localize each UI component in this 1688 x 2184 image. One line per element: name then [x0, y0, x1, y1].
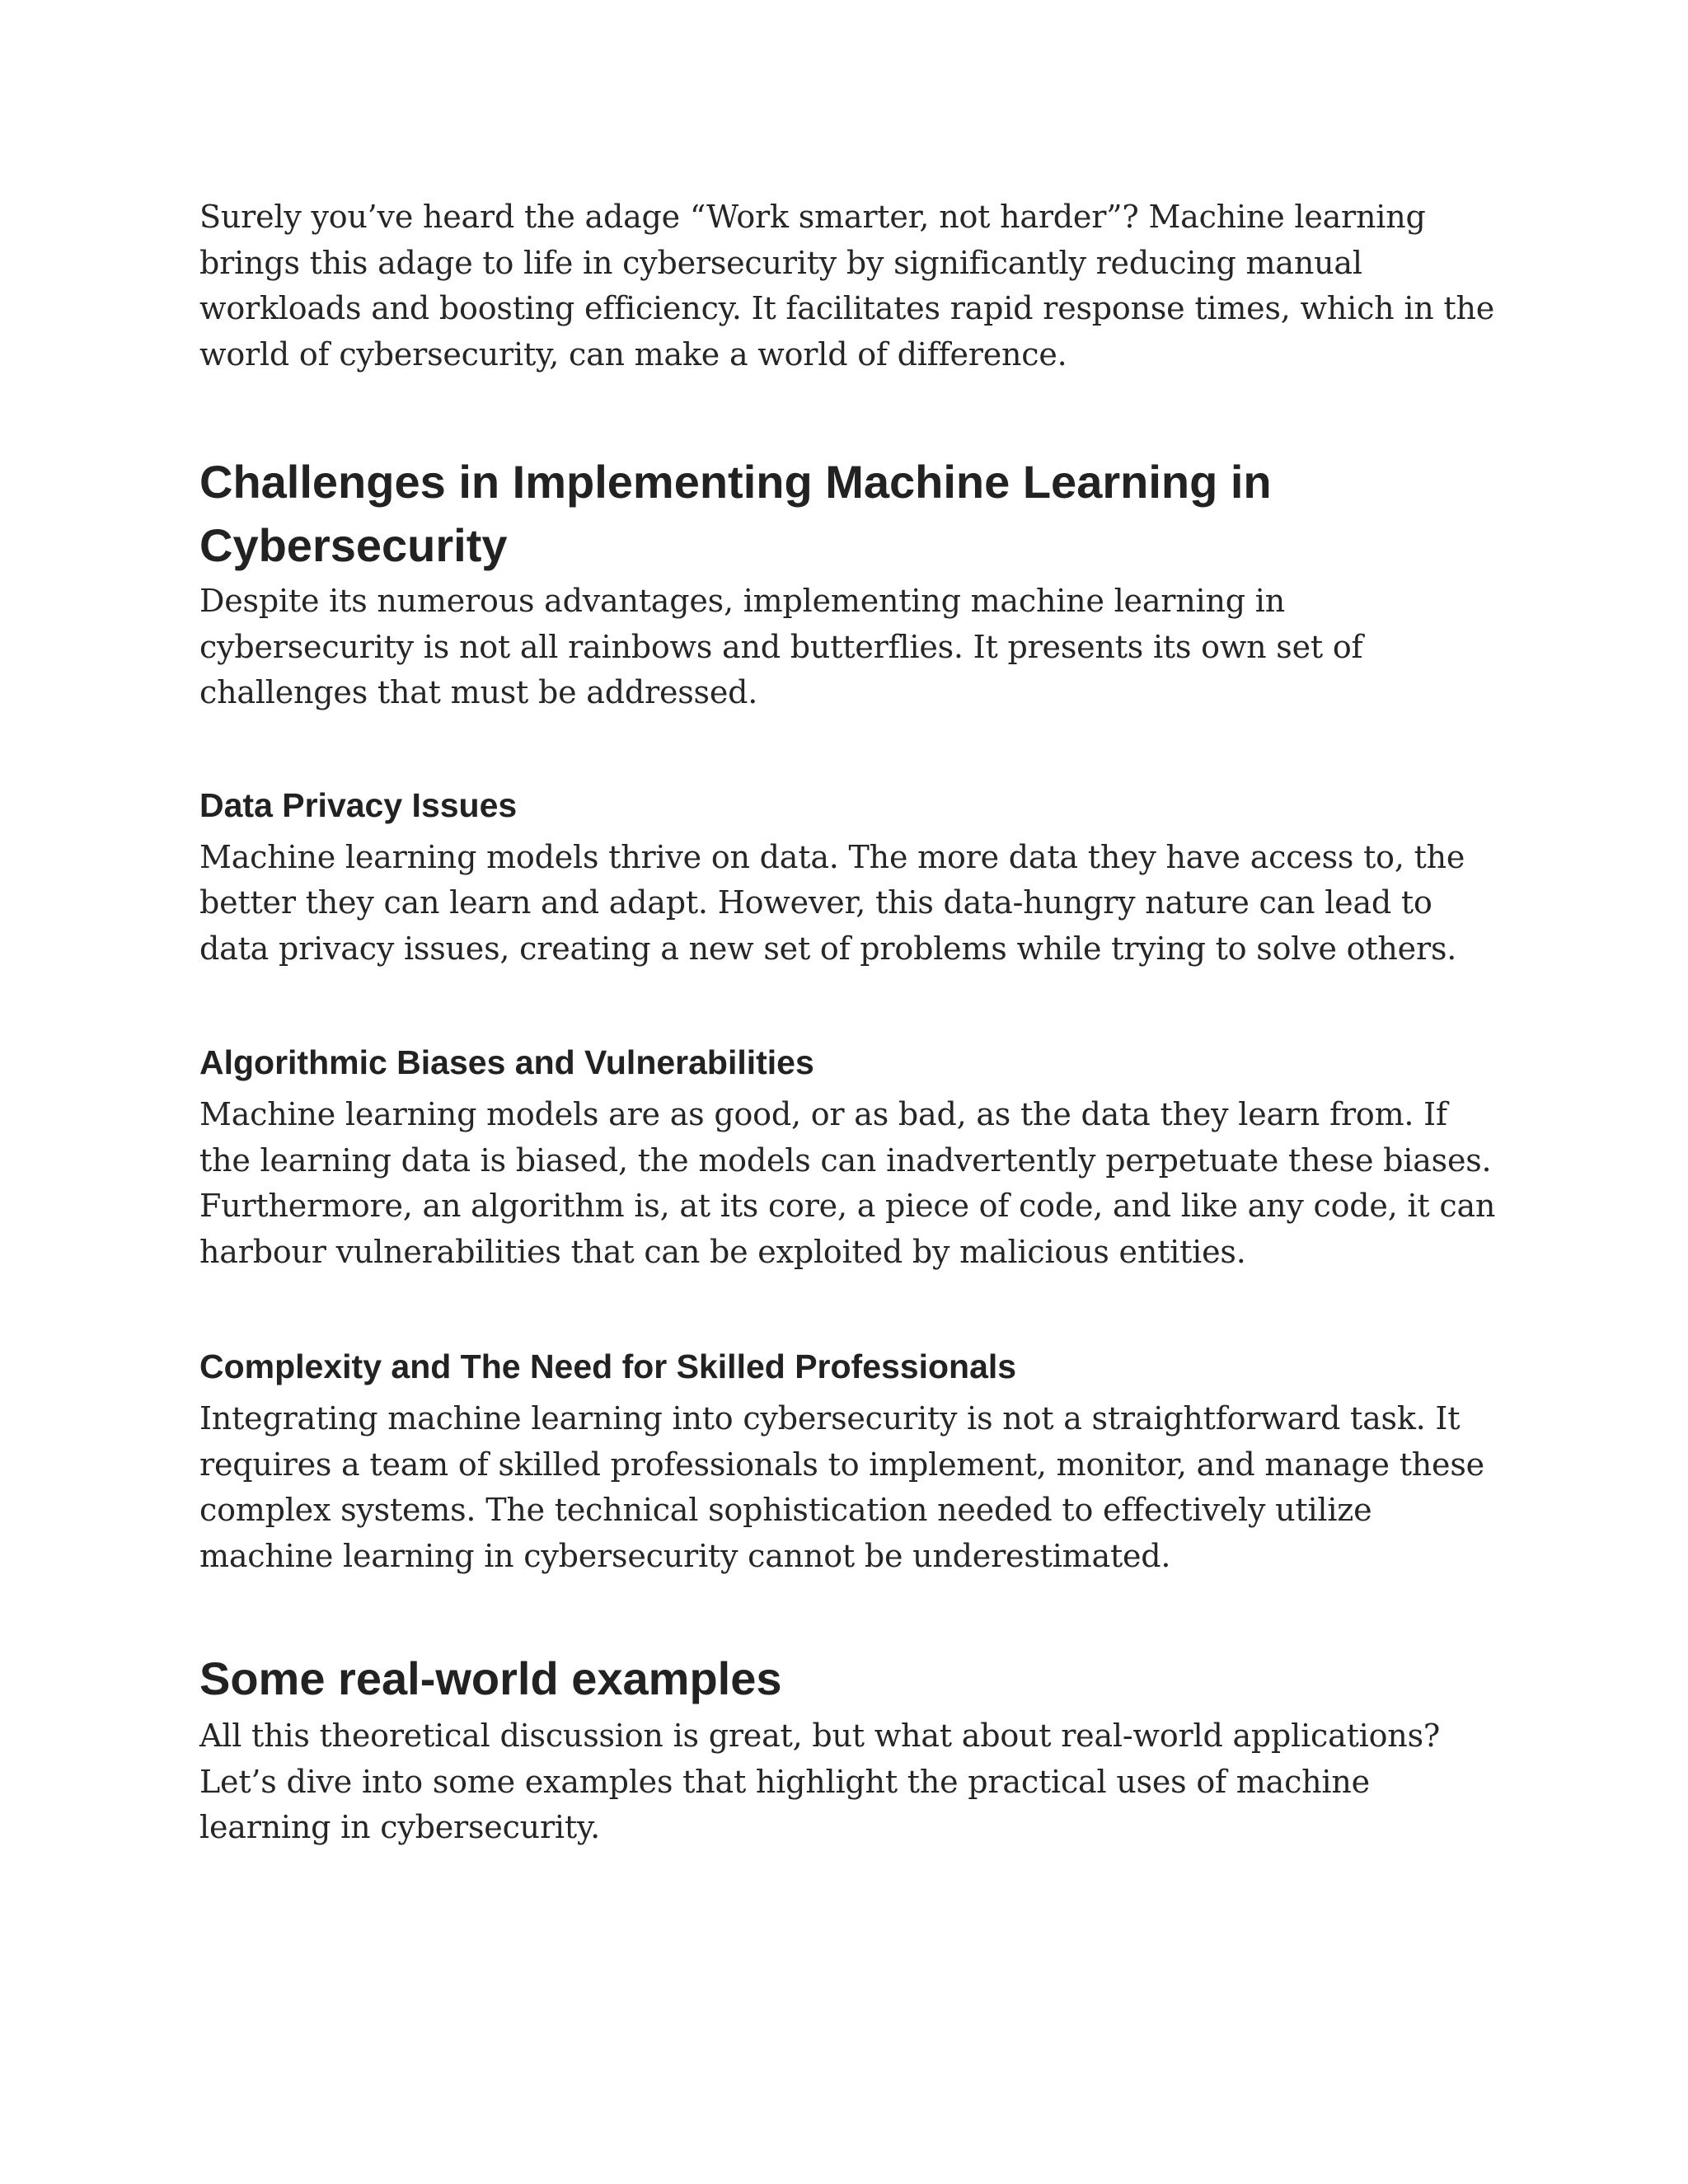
challenges-heading: Challenges in Implementing Machine Learning in Cybersecurity — [199, 456, 1272, 571]
algorithmic-biases-paragraph: Machine learning models are as good, or as bad, as the data they learn from. If the learning data is biased, the models can inadvertently perpetuate these biases. Furthermore, an algorithm is, at its core, a piece of code, and like any code, it can harbour vulnerabilities that can be exploited by malicious entities. — [199, 1096, 1496, 1270]
real-world-examples-paragraph: All this theoretical discussion is great, but what about real-world applications? Let’s dive into some examples that highlight the practical uses of machine learning in cybersecurity. — [199, 1718, 1441, 1845]
intro-paragraph: Surely you’ve heard the adage “Work smarter, not harder”? Machine learning brings this adage to life in cybersecurity by significantly reducing manual workloads and boosting efficiency. It facilitates rapid response times, which in the world of cybersecurity, can make a world of difference. — [199, 199, 1495, 373]
real-world-examples-heading: Some real-world examples — [199, 1652, 782, 1704]
challenges-paragraph: Despite its numerous advantages, implementing machine learning in cybersecurity is not all rainbows and butterflies. It presents its own set of challenges that must be addressed. — [199, 583, 1363, 710]
complexity-heading: Complexity and The Need for Skilled Professionals — [199, 1347, 1017, 1385]
data-privacy-heading: Data Privacy Issues — [199, 785, 518, 824]
data-privacy-paragraph: Machine learning models thrive on data. The more data they have access to, the better they can learn and adapt. However, this data-hungry nature can lead to data privacy issues, creating a new set of problems while trying to solve others. — [199, 838, 1465, 967]
algorithmic-biases-heading: Algorithmic Biases and Vulnerabilities — [199, 1043, 814, 1081]
article-body — [199, 194, 1502, 1851]
complexity-paragraph: Integrating machine learning into cybersecurity is not a straightforward task. It requires a team of skilled professionals to implement, monitor, and manage these complex systems. The technical sophistication needed to effectively utilize machine learning in cybersecurity cannot be underestimated. — [199, 1400, 1484, 1574]
